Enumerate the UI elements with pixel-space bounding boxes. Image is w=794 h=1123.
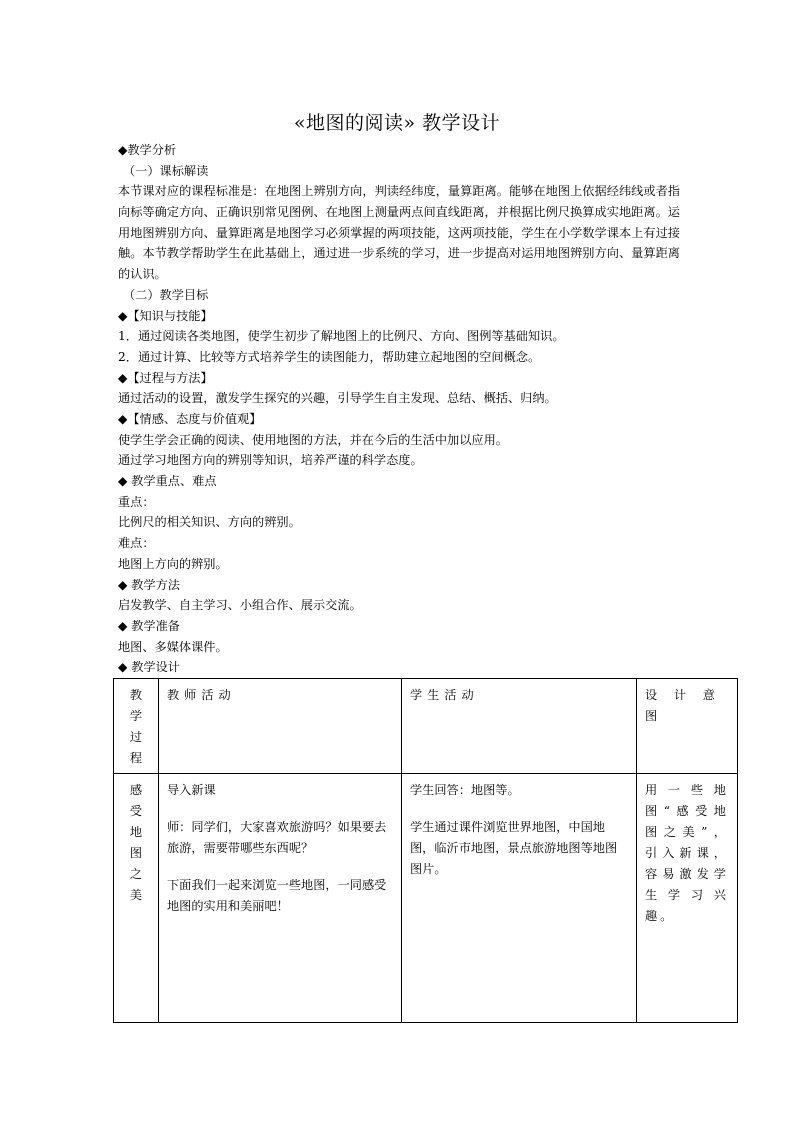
row-stage-char: 之 xyxy=(129,867,143,881)
header-stage-char: 学 xyxy=(129,709,143,723)
difficult-text: 地图上方向的辨别。 xyxy=(118,556,228,571)
teaching-design-table xyxy=(113,678,738,1023)
row-stage-char: 地 xyxy=(129,825,143,839)
row-stage-char: 图 xyxy=(129,846,143,860)
student-activity-browse: 学生通过课件浏览世界地图，中国地图，临沂市地图，景点旅游地图等地图图片。 xyxy=(410,820,618,876)
keypoints-heading: ◆ 教学重点、难点 xyxy=(118,474,217,489)
row-stage-cell xyxy=(114,774,159,1023)
emotion-item: 通过学习地图方向的辨别等知识，培养严谨的科学态度。 xyxy=(118,453,423,468)
header-teacher-cell xyxy=(159,679,402,774)
prep-heading: ◆ 教学准备 xyxy=(118,618,180,633)
design-intent-text: 用一些地图“感受地图之美”，引入新课，容易激发学生学习兴趣。 xyxy=(645,783,729,923)
analysis-heading: ◆教学分析 xyxy=(118,143,177,157)
method-text: 启发教学、自主学习、小组合作、展示交流。 xyxy=(118,598,362,613)
teacher-activity-question: 师：同学们，大家喜欢旅游吗？如果要去旅游，需要带哪些东西呢？ xyxy=(167,820,387,855)
header-stage-char: 教 xyxy=(129,688,143,702)
emotion-heading: ◆【情感、态度与价值观】 xyxy=(118,412,262,427)
standard-paragraph: 本节课对应的课程标准是：在地图上辨别方向，判读经纬度，量算距离。能够在地图上依据经纬线或者指向标等确定方向、正确识别常见图例、在地图上测量两点间直线距离，并根据比例尺换算成实地距离。运用地图辨别方向、量算距离是地图学习必须掌握的两项技能，这两项技能，学生在小学数学课本上有过接触。本节教学帮助学生在此基础上，通过进一步系统的学习，进一步提高对运用地图辨别方向、量算距离的认识。 xyxy=(118,184,680,282)
document-title: «地图的阅读» 教学设计 xyxy=(293,112,501,134)
key-label: 重点： xyxy=(118,494,155,509)
row-intent-cell xyxy=(637,774,738,1023)
header-intent-label: 设计意图 xyxy=(645,688,729,723)
design-heading: ◆ 教学设计 xyxy=(118,660,180,675)
student-activity-answer: 学生回答：地图等。 xyxy=(410,783,520,797)
header-stage-char: 过 xyxy=(129,730,143,744)
goals-heading: （二）教学目标 xyxy=(123,287,209,302)
teacher-activity-next: 下面我们一起来浏览一些地图，一同感受地图的实用和美丽吧！ xyxy=(167,878,387,913)
header-intent-cell xyxy=(637,679,738,774)
knowledge-item: 2．通过计算、比较等方式培养学生的读图能力，帮助建立起地图的空间概念。 xyxy=(118,349,541,364)
header-stage-char: 程 xyxy=(129,751,143,765)
difficult-label: 难点： xyxy=(118,536,155,551)
key-text: 比例尺的相关知识、方向的辨别。 xyxy=(118,515,301,530)
method-heading: ◆ 教学方法 xyxy=(118,577,180,592)
knowledge-item: 1．通过阅读各类地图，使学生初步了解地图上的比例尺、方向、图例等基础知识。 xyxy=(118,329,565,344)
row-teacher-cell xyxy=(159,774,402,1023)
table-row xyxy=(114,774,738,1023)
row-stage-char: 受 xyxy=(129,804,143,818)
row-student-cell xyxy=(402,774,637,1023)
prep-text: 地图、多媒体课件。 xyxy=(118,639,228,654)
process-heading: ◆【过程与方法】 xyxy=(118,370,213,385)
standard-heading: （一）课标解读 xyxy=(123,163,209,178)
header-stage-cell xyxy=(114,679,159,774)
emotion-item: 使学生学会正确的阅读、使用地图的方法，并在今后的生活中加以应用。 xyxy=(118,432,508,447)
header-teacher-label: 教师活动 xyxy=(167,688,236,702)
row-stage-char: 感 xyxy=(129,783,143,797)
teacher-activity-title: 导入新课 xyxy=(167,783,216,797)
document-body xyxy=(118,140,680,678)
header-student-cell xyxy=(402,679,637,774)
row-stage-char: 美 xyxy=(129,888,143,902)
knowledge-heading: ◆【知识与技能】 xyxy=(118,308,213,323)
table-header-row xyxy=(114,679,738,774)
process-text: 通过活动的设置，激发学生探究的兴趣，引导学生自主发现、总结、概括、归纳。 xyxy=(118,391,557,406)
header-student-label: 学生活动 xyxy=(410,688,479,702)
